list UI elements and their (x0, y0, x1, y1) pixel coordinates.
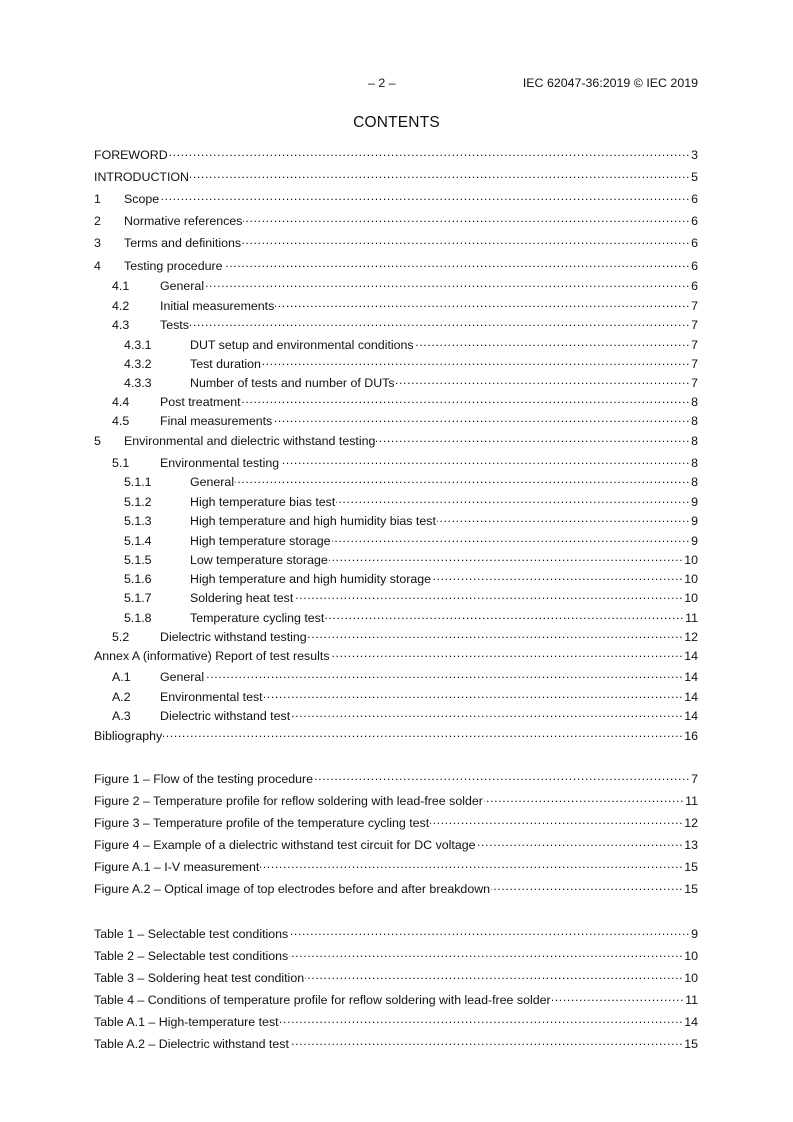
entry-number: 4.3.3 (124, 376, 152, 390)
dot-leader (336, 493, 690, 506)
toc-entry[interactable] (94, 316, 698, 332)
entry-number: 4 (94, 259, 101, 273)
toc-entry[interactable] (94, 1035, 698, 1051)
entry-page-number: 11 (685, 611, 698, 625)
dot-leader (264, 688, 684, 701)
dot-leader (280, 1013, 684, 1026)
dot-leader (273, 412, 690, 425)
entry-label: Post treatment (160, 395, 241, 409)
entry-page-number: 10 (684, 971, 698, 985)
toc-entry[interactable] (94, 393, 698, 409)
dot-leader (289, 947, 683, 960)
entry-label: Figure 3 – Temperature profile of the temperature cycling test (94, 816, 430, 830)
dot-leader (190, 168, 690, 181)
entry-label: Initial measurements (160, 299, 275, 313)
entry-number: 5.1.7 (124, 591, 152, 605)
entry-label: Figure 1 – Flow of the testing procedure (94, 772, 314, 786)
entry-page-number: 7 (691, 376, 698, 390)
entry-number: 5.1.3 (124, 514, 152, 528)
toc-entry[interactable] (94, 277, 698, 293)
dot-leader (190, 316, 690, 329)
toc-entry[interactable] (94, 688, 698, 704)
entry-label: FOREWORD (94, 148, 168, 162)
toc-entry[interactable] (94, 836, 698, 852)
entry-label: Number of tests and number of DUTs (190, 376, 395, 390)
toc-entry[interactable] (94, 647, 698, 663)
entry-number: 4.3.1 (124, 338, 152, 352)
entry-label: Figure A.1 – I-V measurement (94, 860, 260, 874)
entry-page-number: 6 (691, 236, 698, 250)
dot-leader (280, 454, 690, 467)
entry-number: 5.1 (112, 456, 130, 470)
toc-entry[interactable] (94, 609, 698, 625)
entry-label: Tests (160, 318, 189, 332)
entry-label: General (190, 475, 235, 489)
dot-leader (160, 190, 690, 203)
entry-number: A.2 (112, 690, 131, 704)
entry-label: Environmental test (160, 690, 263, 704)
toc-entry[interactable] (94, 727, 698, 743)
toc-entry[interactable] (94, 532, 698, 548)
dot-leader (294, 589, 683, 602)
toc-entry[interactable] (94, 792, 698, 808)
dot-leader (325, 609, 684, 622)
entry-page-number: 9 (691, 534, 698, 548)
entry-number: 5.1.6 (124, 572, 152, 586)
entry-page-number: 14 (684, 1015, 698, 1029)
entry-page-number: 15 (684, 860, 698, 874)
toc-entry[interactable] (94, 336, 698, 352)
toc-entry[interactable] (94, 628, 698, 644)
toc-entry[interactable] (94, 991, 698, 1007)
entry-number: 4.2 (112, 299, 130, 313)
toc-entry[interactable] (94, 770, 698, 786)
document-id: IEC 62047-36:2019 © IEC 2019 (522, 76, 698, 90)
entry-number: 4.1 (112, 279, 130, 293)
entry-page-number: 14 (684, 690, 698, 704)
dot-leader (205, 668, 683, 681)
toc-entry[interactable] (94, 570, 698, 586)
dot-leader (289, 925, 690, 938)
entry-page-number: 7 (691, 299, 698, 313)
toc-entry[interactable] (94, 473, 698, 489)
entry-label: General (160, 279, 205, 293)
toc-entry[interactable] (94, 880, 698, 896)
dot-leader (163, 727, 683, 740)
entry-page-number: 9 (691, 514, 698, 528)
entry-label: Bibliography (94, 729, 163, 743)
dot-leader (376, 432, 690, 445)
toc-entry[interactable] (94, 374, 698, 390)
entry-page-number: 12 (684, 816, 698, 830)
entry-label: Dielectric withstand test (160, 709, 291, 723)
entry-page-number: 10 (684, 572, 698, 586)
dot-leader (305, 969, 683, 982)
entry-page-number: 11 (685, 993, 698, 1007)
dot-leader (477, 836, 684, 849)
entry-number: 5.1.4 (124, 534, 152, 548)
entry-label: Low temperature storage (190, 553, 328, 567)
dot-leader (331, 647, 684, 660)
entry-label: Soldering heat test (190, 591, 294, 605)
toc-entry[interactable] (94, 512, 698, 528)
entry-label: Test duration (190, 357, 261, 371)
entry-page-number: 8 (691, 414, 698, 428)
dot-leader (314, 770, 690, 783)
entry-page-number: 6 (691, 279, 698, 293)
toc-entry[interactable] (94, 257, 698, 273)
entry-number: 5.1.8 (124, 611, 152, 625)
toc-entry[interactable] (94, 1013, 698, 1029)
dot-leader (262, 355, 690, 368)
dot-leader (415, 336, 690, 349)
entry-number: 5.2 (112, 630, 130, 644)
toc-entry[interactable] (94, 493, 698, 509)
entry-page-number: 10 (684, 591, 698, 605)
entry-label: DUT setup and environmental conditions (190, 338, 414, 352)
toc-entry[interactable] (94, 454, 698, 470)
dot-leader (329, 551, 683, 564)
entry-label: Environmental testing (160, 456, 280, 470)
toc-entry[interactable] (94, 925, 698, 941)
entry-page-number: 10 (684, 949, 698, 963)
page-title: CONTENTS (353, 114, 440, 131)
entry-page-number: 7 (691, 772, 698, 786)
entry-page-number: 10 (684, 553, 698, 567)
entry-label: Scope (124, 192, 160, 206)
toc-entry[interactable] (94, 707, 698, 723)
dot-leader (308, 628, 684, 641)
toc-entry[interactable] (94, 412, 698, 428)
dot-leader (291, 707, 683, 720)
dot-leader (396, 374, 691, 387)
entry-label: Temperature cycling test (190, 611, 325, 625)
entry-number: 5.1.1 (124, 475, 152, 489)
entry-label: Table 4 – Conditions of temperature profile for reflow soldering with lead-free solder (94, 993, 551, 1007)
dot-leader (432, 570, 683, 583)
entry-number: A.3 (112, 709, 131, 723)
entry-page-number: 6 (691, 192, 698, 206)
entry-page-number: 13 (684, 838, 698, 852)
entry-label: Table A.2 – Dielectric withstand test (94, 1037, 289, 1051)
toc-entry[interactable] (94, 234, 698, 250)
dot-leader (332, 532, 691, 545)
entry-label: Environmental and dielectric withstand testing (124, 434, 376, 448)
entry-page-number: 7 (691, 338, 698, 352)
dot-leader (260, 858, 683, 871)
entry-label: Testing procedure (124, 259, 223, 273)
dot-leader (290, 1035, 683, 1048)
entry-label: Dielectric withstand testing (160, 630, 307, 644)
entry-page-number: 15 (684, 882, 698, 896)
dot-leader (242, 234, 690, 247)
entry-number: 4.3 (112, 318, 130, 332)
page-header (0, 76, 793, 92)
toc-entry[interactable] (94, 668, 698, 684)
entry-page-number: 14 (684, 709, 698, 723)
dot-leader (224, 257, 691, 270)
toc-entry[interactable] (94, 551, 698, 567)
toc-entry[interactable] (94, 432, 698, 448)
dot-leader (242, 393, 691, 406)
toc-entry[interactable] (94, 212, 698, 228)
toc-entry[interactable] (94, 947, 698, 963)
toc-entry[interactable] (94, 355, 698, 371)
entry-page-number: 11 (685, 794, 698, 808)
entry-page-number: 6 (691, 214, 698, 228)
entry-number: 3 (94, 236, 101, 250)
dot-leader (235, 473, 690, 486)
toc-entry[interactable] (94, 146, 698, 162)
entry-page-number: 14 (684, 649, 698, 663)
entry-label: Table 1 – Selectable test conditions (94, 927, 289, 941)
page-number: – 2 – (368, 76, 396, 90)
entry-label: High temperature storage (190, 534, 331, 548)
entry-label: Table 2 – Selectable test conditions (94, 949, 289, 963)
entry-label: Final measurements (160, 414, 273, 428)
entry-page-number: 15 (684, 1037, 698, 1051)
entry-number: 2 (94, 214, 101, 228)
entry-label: General (160, 670, 205, 684)
entry-page-number: 12 (684, 630, 698, 644)
entry-page-number: 16 (684, 729, 698, 743)
entry-label: High temperature bias test (190, 495, 336, 509)
entry-page-number: 7 (691, 357, 698, 371)
entry-number: A.1 (112, 670, 131, 684)
toc-entry[interactable] (94, 190, 698, 206)
toc-entry[interactable] (94, 589, 698, 605)
entry-page-number: 7 (691, 318, 698, 332)
entry-label: Annex A (informative) Report of test results (94, 649, 330, 663)
entry-number: 4.5 (112, 414, 130, 428)
entry-page-number: 8 (691, 434, 698, 448)
dot-leader (243, 212, 690, 225)
entry-page-number: 8 (691, 475, 698, 489)
toc-entry[interactable] (94, 297, 698, 313)
dot-leader (484, 792, 684, 805)
entry-number: 5.1.2 (124, 495, 152, 509)
toc-entry[interactable] (94, 814, 698, 830)
entry-label: Figure 4 – Example of a dielectric withstand test circuit for DC voltage (94, 838, 476, 852)
entry-page-number: 8 (691, 456, 698, 470)
entry-label: Table A.1 – High-temperature test (94, 1015, 279, 1029)
entry-page-number: 14 (684, 670, 698, 684)
entry-number: 4.4 (112, 395, 130, 409)
entry-label: Table 3 – Soldering heat test condition (94, 971, 305, 985)
entry-label: INTRODUCTION (94, 170, 189, 184)
entry-number: 1 (94, 192, 101, 206)
entry-label: Normative references (124, 214, 243, 228)
entry-label: Terms and definitions (124, 236, 242, 250)
entry-page-number: 9 (691, 495, 698, 509)
entry-page-number: 6 (691, 259, 698, 273)
entry-number: 5 (94, 434, 101, 448)
entry-label: Figure A.2 – Optical image of top electrodes before and after breakdown (94, 882, 491, 896)
entry-number: 4.3.2 (124, 357, 152, 371)
dot-leader (205, 277, 690, 290)
dot-leader (430, 814, 683, 827)
entry-label: Figure 2 – Temperature profile for reflow soldering with lead-free solder (94, 794, 483, 808)
entry-page-number: 8 (691, 395, 698, 409)
entry-page-number: 9 (691, 927, 698, 941)
entry-page-number: 5 (691, 170, 698, 184)
dot-leader (275, 297, 690, 310)
entry-page-number: 3 (691, 148, 698, 162)
dot-leader (552, 991, 684, 1004)
entry-label: High temperature and high humidity bias test (190, 514, 436, 528)
entry-number: 5.1.5 (124, 553, 152, 567)
dot-leader (169, 146, 690, 159)
toc-entry[interactable] (94, 858, 698, 874)
dot-leader (491, 880, 683, 893)
dot-leader (437, 512, 690, 525)
entry-label: High temperature and high humidity storage (190, 572, 432, 586)
toc-entry[interactable] (94, 168, 698, 184)
toc-entry[interactable] (94, 969, 698, 985)
